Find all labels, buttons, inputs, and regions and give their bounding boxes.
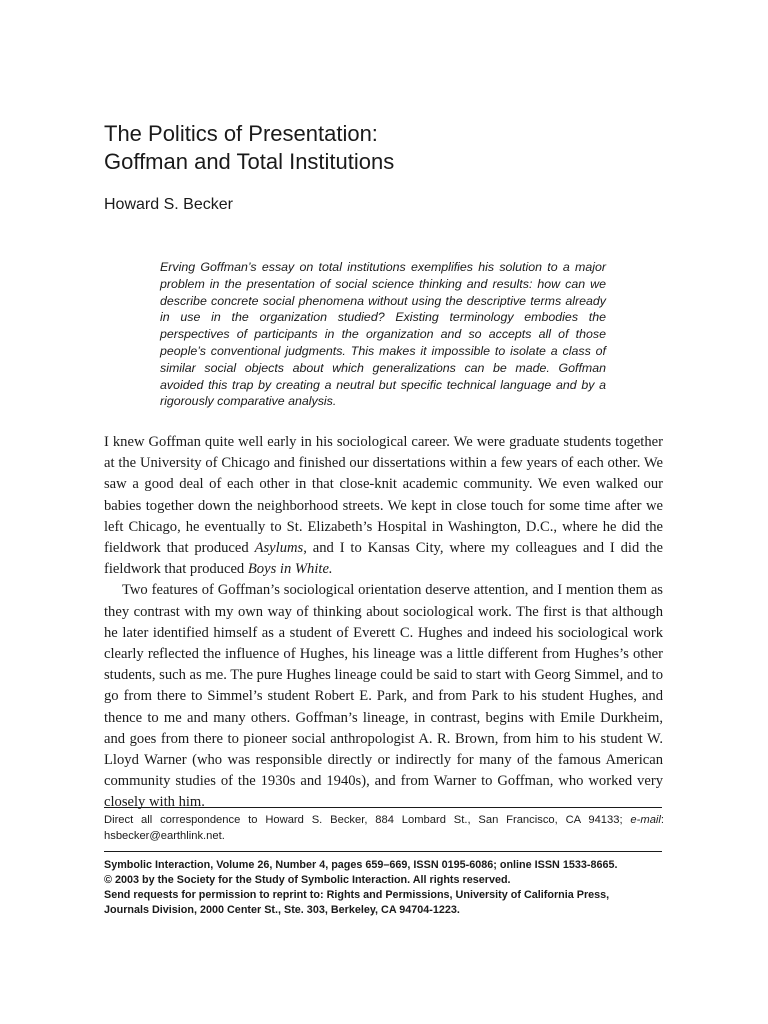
publication-line-2: © 2003 by the Society for the Study of Symbolic Interaction. All rights reserved. [104, 874, 511, 886]
book-title-asylums: Asylums [254, 540, 304, 557]
article-title [104, 120, 664, 176]
paragraph-1 [104, 432, 663, 580]
body-text [104, 432, 663, 814]
publication-line-1: Symbolic Interaction, Volume 26, Number 4, pages 659–669, ISSN 0195-6086; online ISSN 1533-8665. [104, 859, 618, 871]
email-label: e-mail [630, 814, 661, 826]
publication-info [104, 858, 664, 918]
paragraph-1-text-b: , and I to Kansas City, where my colleagues and I did the fieldwork that produced [104, 540, 663, 578]
title-line-1: The Politics of Presentation: [104, 121, 378, 146]
email-separator: : [660, 814, 664, 826]
author-name: Howard S. Becker [104, 196, 233, 213]
publication-divider [104, 851, 662, 852]
footnote-divider [104, 807, 662, 808]
paragraph-2: Two features of Goffman’s sociological orientation deserve attention, and I mention them as they contrast with my own way of thinking about sociological work. The first is that although he later identified himself as a student of Everett C. Hughes and indeed his sociological work clearly reflected the influence of Hughes, his lineage was a little different from Hughes’s other students, such as me. The pure Hughes lineage could be said to start with Georg Simmel, and to go from there to Simmel’s student Robert E. Park, and from Park to his student Hughes, and thence to me and many others. Goffman’s lineage, in contrast, begins with Emile Durkheim, and goes from there to pioneer social anthropologist A. R. Brown, from him to his student W. Lloyd Warner (who was responsible directly or indirectly for many of the famous American community studies of the 1930s and 1940s), and from Warner to Goffman, who worked very closely with him. [104, 582, 663, 811]
publication-line-4: Journals Division, 2000 Center St., Ste. 303, Berkeley, CA 94704-1223. [104, 904, 460, 916]
title-line-2: Goffman and Total Institutions [104, 149, 395, 174]
email-address[interactable]: hsbecker@earthlink.net. [104, 830, 225, 842]
correspondence-footnote [104, 812, 664, 844]
publication-line-3: Send requests for permission to reprint to: Rights and Permissions, University of California Press, [104, 889, 610, 901]
abstract: Erving Goffman’s essay on total institutions exemplifies his solution to a major problem in the presentation of social science thinking and results: how can we describe concrete social phenomena without using the descriptive terms already in use in the organization studied? Existing terminology embodies the perspectives of participants in the organization and so accepts all of those people’s conventional judgments. This makes it impossible to isolate a class of similar social objects about which generalizations can be made. Goffman avoided this trap by creating a neutral but specific technical language and by a rigorously comparative analysis. [160, 260, 606, 409]
book-title-boys-in-white: Boys in White. [247, 561, 333, 578]
paragraph-1-text-a: I knew Goffman quite well early in his sociological career. We were graduate students together at the University of Chicago and finished our dissertations within a few years of each other. We saw a good deal of each other in that close-knit academic community. We even walked our babies together down the neighborhood streets. We kept in close touch for some time after we left Chicago, he eventually to St. Elizabeth’s Hospital in Washington, D.C., where he did the fieldwork that produced [104, 434, 663, 557]
footnote-text: Direct all correspondence to Howard S. Becker, 884 Lombard St., San Francisco, CA 94133; [104, 814, 631, 826]
